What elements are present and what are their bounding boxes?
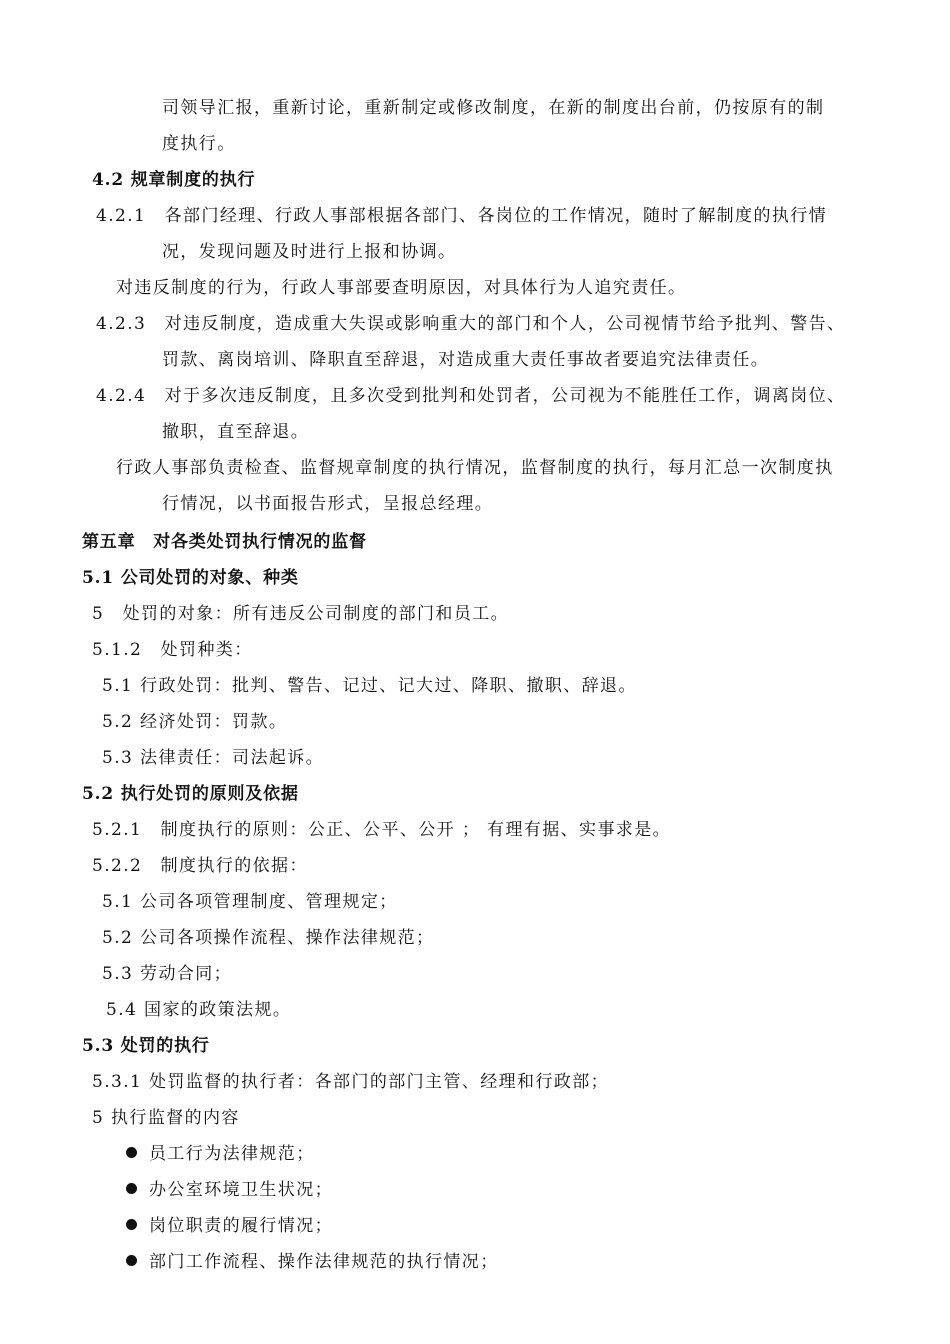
text-line: 5.1 行政处罚：批判、警告、记过、记大过、降职、撤职、辞退。 bbox=[102, 676, 637, 696]
text-line: 5.4 国家的政策法规。 bbox=[106, 1000, 292, 1020]
bullet-text: 员工行为法律规范； bbox=[149, 1144, 315, 1164]
text-line: 罚款、离岗培训、降职直至辞退，对造成重大责任事故者要追究法律责任。 bbox=[162, 350, 770, 370]
text-line: 对违反制度的行为，行政人事部要查明原因，对具体行为人追究责任。 bbox=[116, 278, 687, 298]
text-line: 5 执行监督的内容 bbox=[92, 1108, 240, 1128]
text-line: 5.1 公司各项管理制度、管理规定； bbox=[102, 892, 398, 912]
chapter-heading-5: 第五章 对各类处罚执行情况的监督 bbox=[82, 532, 367, 552]
bullet-dot-icon bbox=[126, 1147, 137, 1158]
text-line: 5.2 经济处罚：罚款。 bbox=[102, 712, 288, 732]
bullet-text: 岗位职责的履行情况； bbox=[149, 1216, 333, 1236]
text-line: 5 处罚的对象：所有违反公司制度的部门和员工。 bbox=[92, 604, 510, 624]
section-heading-5-1: 5.1 公司处罚的对象、种类 bbox=[82, 568, 299, 588]
text-line: 司领导汇报，重新讨论，重新制定或修改制度，在新的制度出台前，仍按原有的制 bbox=[162, 98, 825, 118]
bullet-text: 部门工作流程、操作法律规范的执行情况； bbox=[149, 1252, 499, 1272]
bullet-text: 办公室环境卫生状况； bbox=[149, 1180, 333, 1200]
text-line: 行政人事部负责检查、监督规章制度的执行情况，监督制度的执行，每月汇总一次制度执 bbox=[116, 458, 834, 478]
text-line: 5.3 法律责任：司法起诉。 bbox=[102, 748, 325, 768]
bullet-dot-icon bbox=[126, 1255, 137, 1266]
section-heading-5-3: 5.3 处罚的执行 bbox=[82, 1036, 210, 1056]
text-line: 4.2.1 各部门经理、行政人事部根据各部门、各岗位的工作情况，随时了解制度的执行情 bbox=[96, 206, 828, 226]
bullet-list-item bbox=[126, 1179, 333, 1201]
section-heading-5-2: 5.2 执行处罚的原则及依据 bbox=[82, 784, 299, 804]
text-line: 5.2.1 制度执行的原则：公正、公平、公开 ； 有理有据、实事求是。 bbox=[92, 820, 672, 840]
bullet-list-item bbox=[126, 1251, 499, 1273]
bullet-dot-icon bbox=[126, 1183, 137, 1194]
text-line: 5.2.2 制度执行的依据： bbox=[92, 856, 308, 876]
bullet-list-item bbox=[126, 1215, 333, 1237]
text-line: 况，发现问题及时进行上报和协调。 bbox=[162, 242, 457, 262]
text-line: 5.1.2 处罚种类： bbox=[92, 640, 253, 660]
bullet-list-item bbox=[126, 1143, 315, 1165]
text-line: 撤职，直至辞退。 bbox=[162, 422, 310, 442]
text-line: 5.2 公司各项操作流程、操作法律规范； bbox=[102, 928, 435, 948]
text-line: 4.2.3 对违反制度，造成重大失误或影响重大的部门和个人，公司视情节给予批判、警告、 bbox=[96, 314, 846, 334]
text-line: 度执行。 bbox=[162, 134, 236, 154]
text-line: 5.3.1 处罚监督的执行者：各部门的部门主管、经理和行政部； bbox=[92, 1072, 610, 1092]
bullet-dot-icon bbox=[126, 1219, 137, 1230]
text-line: 4.2.4 对于多次违反制度，且多次受到批判和处罚者，公司视为不能胜任工作，调离岗位、 bbox=[96, 386, 846, 406]
section-heading-4-2: 4.2 规章制度的执行 bbox=[92, 170, 256, 190]
text-line: 行情况，以书面报告形式，呈报总经理。 bbox=[162, 494, 494, 514]
text-line: 5.3 劳动合同； bbox=[102, 964, 233, 984]
